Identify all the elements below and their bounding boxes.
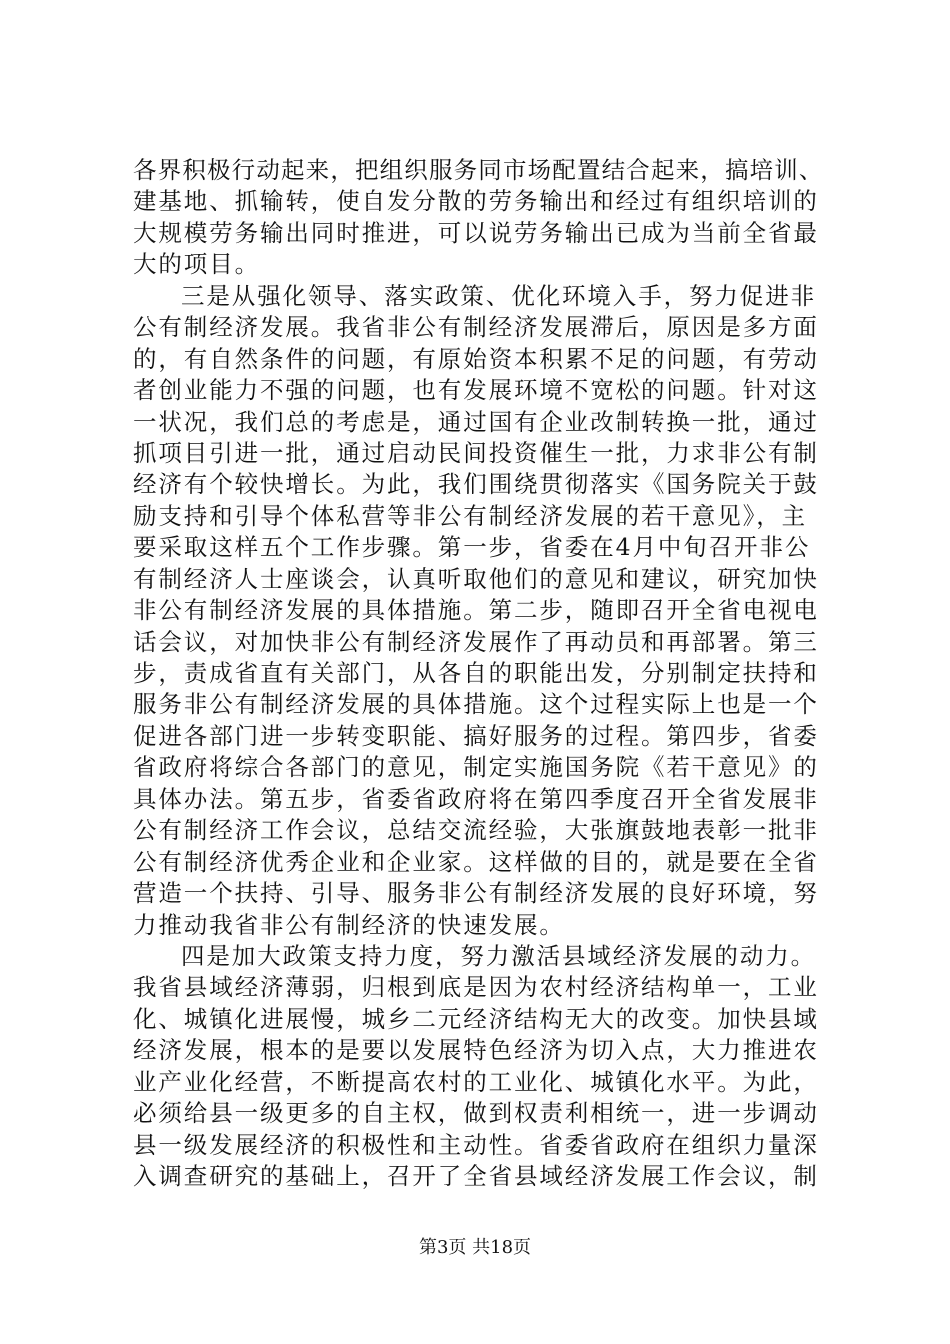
text-line: 公有制经济工作会议，总结交流经验，大张旗鼓地表彰一批非 [133,816,819,845]
text-line: 励支持和引导个体私营等非公有制经济发展的若干意见》，主 [133,501,808,530]
text-line: 三是从强化领导、落实政策、优化环境入手，努力促进非 [181,281,816,310]
text-line: 具体办法。第五步，省委省政府将在第四季度召开全省发展非 [133,784,819,813]
text-line: 的，有自然条件的问题，有原始资本积累不足的问题，有劳动 [133,344,819,373]
text-line: 营造一个扶持、引导、服务非公有制经济发展的良好环境，努 [133,879,819,908]
text-line: 服务非公有制经济发展的具体措施。这个过程实际上也是一个 [133,690,819,719]
text-line: 非公有制经济发展的具体措施。第二步，随即召开全省电视电 [133,596,819,625]
text-line: 一状况，我们总的考虑是，通过国有企业改制转换一批，通过 [133,407,819,436]
text-line: 县一级发展经济的积极性和主动性。省委省政府在组织力量深 [133,1130,819,1159]
text-line: 抓项目引进一批，通过启动民间投资催生一批，力求非公有制 [133,438,819,467]
text-line: 四是加大政策支持力度，努力激活县域经济发展的动力。 [181,941,816,970]
text-line: 经济发展，根本的是要以发展特色经济为切入点，大力推进农 [133,1036,819,1065]
text-line: 省政府将综合各部门的意见，制定实施国务院《若干意见》的 [133,753,819,782]
text-line: 各界积极行动起来，把组织服务同市场配置结合起来，搞培训、 [133,156,824,184]
page-footer: 第3页 共18页 [418,1237,532,1258]
text-line: 要采取这样五个工作步骤。第一步，省委在4月中旬召开非公 [133,533,811,562]
text-line: 话会议，对加快非公有制经济发展作了再动员和再部署。第三 [133,627,819,656]
text-line: 经济有个较快增长。为此，我们围绕贯彻落实《国务院关于鼓 [133,470,819,499]
text-line: 公有制经济发展。我省非公有制经济发展滞后，原因是多方面 [133,313,819,342]
text-line: 我省县域经济薄弱，归根到底是因为农村经济结构单一，工业 [133,973,819,1002]
text-line: 必须给县一级更多的自主权，做到权责利相统一，进一步调动 [133,1099,819,1128]
text-line: 者创业能力不强的问题，也有发展环境不宽松的问题。针对这 [133,376,819,405]
text-line: 大的项目。 [133,250,260,279]
text-line: 促进各部门进一步转变职能、搞好服务的过程。第四步，省委 [133,721,819,750]
text-line: 力推动我省非公有制经济的快速发展。 [133,910,565,939]
text-line: 业产业化经营，不断提高农村的工业化、城镇化水平。为此， [133,1067,819,1096]
text-line: 建基地、抓输转，使自发分散的劳务输出和经过有组织培训的 [133,187,819,216]
text-line: 入调查研究的基础上，召开了全省县域经济发展工作会议，制 [133,1162,819,1190]
text-line: 步，责成省直有关部门，从各自的职能出发，分别制定扶持和 [133,659,819,687]
text-line: 公有制经济优秀企业和企业家。这样做的目的，就是要在全省 [133,847,819,876]
text-line: 大规模劳务输出同时推进，可以说劳务输出已成为当前全省最 [133,218,819,247]
text-line: 化、城镇化进展慢，城乡二元经济结构无大的改变。加快县域 [133,1004,819,1033]
document-body [133,155,823,1192]
text-line: 有制经济人士座谈会，认真听取他们的意见和建议，研究加快 [133,564,819,593]
